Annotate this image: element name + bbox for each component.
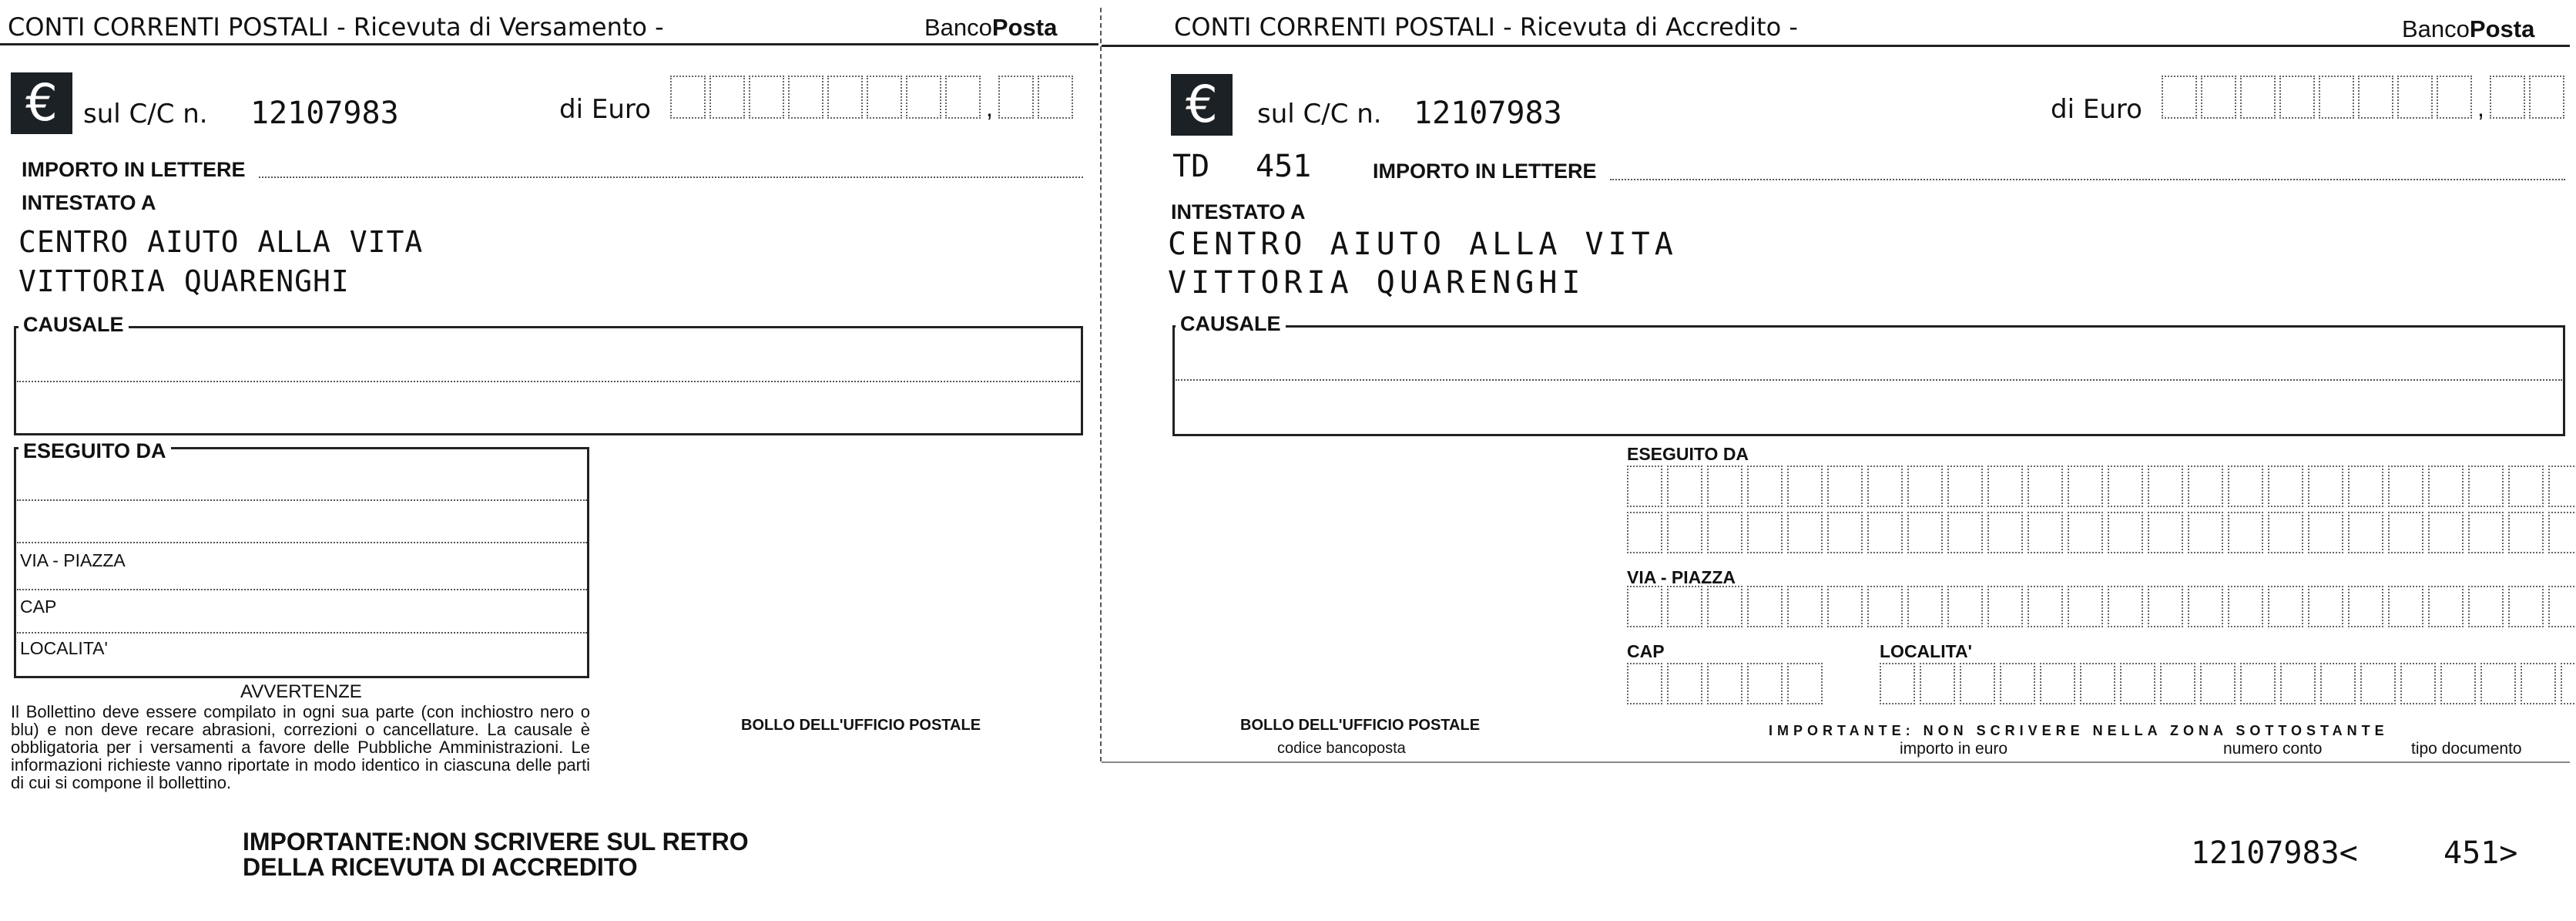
digit-box[interactable]	[945, 76, 981, 119]
euro-icon: €	[1171, 74, 1233, 136]
left-zip-label: CAP	[20, 597, 57, 617]
char-box[interactable]	[2428, 586, 2464, 627]
char-box[interactable]	[1747, 663, 1783, 704]
char-box[interactable]	[1947, 466, 1983, 507]
char-box[interactable]	[2320, 663, 2356, 704]
char-box[interactable]	[1947, 586, 1983, 627]
right-col-doc-type: tipo documento	[2411, 740, 2522, 758]
char-box[interactable]	[2268, 512, 2303, 553]
char-box[interactable]	[1907, 466, 1943, 507]
char-box[interactable]	[1960, 663, 1995, 704]
char-box[interactable]	[2268, 586, 2303, 627]
char-box[interactable]	[2521, 663, 2556, 704]
char-box[interactable]	[1707, 586, 1742, 627]
right-account-label: sul C/C n.	[1257, 99, 1382, 129]
right-account-number: 12107983	[1414, 96, 1562, 131]
char-box[interactable]	[2508, 466, 2544, 507]
char-box[interactable]	[1667, 466, 1702, 507]
left-city-label: LOCALITA'	[20, 638, 108, 658]
char-box[interactable]	[1627, 466, 1662, 507]
char-box[interactable]	[2000, 663, 2035, 704]
char-box[interactable]	[2228, 466, 2263, 507]
digit-box[interactable]	[1038, 76, 1073, 119]
char-box[interactable]	[2480, 663, 2516, 704]
char-box[interactable]	[1987, 586, 2023, 627]
char-box[interactable]	[2468, 586, 2504, 627]
left-payer-label: ESEGUITO DA	[18, 439, 171, 463]
right-doc-type: TD	[1172, 149, 1210, 184]
right-stamp-sub: codice bancoposta	[1277, 740, 1406, 757]
char-box[interactable]	[2148, 466, 2183, 507]
char-box[interactable]	[1627, 586, 1662, 627]
char-box[interactable]	[1987, 512, 2023, 553]
left-payer-line	[17, 499, 587, 501]
digit-box[interactable]	[788, 76, 823, 119]
char-box[interactable]	[2028, 512, 2063, 553]
right-doc-code: 451	[1256, 149, 1312, 184]
char-box[interactable]	[2228, 586, 2263, 627]
left-amount-words-line[interactable]	[259, 176, 1083, 178]
char-box[interactable]	[2548, 512, 2576, 553]
char-box[interactable]	[2080, 663, 2115, 704]
right-header-title: CONTI CORRENTI POSTALI - Ricevuta di Accredito -	[1174, 12, 1798, 42]
left-brand-logo: BancoPosta	[924, 14, 1058, 41]
char-box[interactable]	[1667, 512, 1702, 553]
char-box[interactable]	[2040, 663, 2075, 704]
right-amount-words-line[interactable]	[1610, 179, 2565, 180]
char-box[interactable]	[1627, 512, 1662, 553]
right-important-zone: IMPORTANTE: NON SCRIVERE NELLA ZONA SOTTOSTANTE	[1769, 723, 2389, 738]
char-box[interactable]	[2228, 512, 2263, 553]
char-box[interactable]	[2148, 586, 2183, 627]
char-box[interactable]	[2548, 586, 2576, 627]
decimal-separator: ,	[986, 94, 993, 122]
right-brand-logo: BancoPosta	[2402, 15, 2535, 42]
left-street-label: VIA - PIAZZA	[20, 550, 126, 570]
left-street-line	[17, 589, 587, 590]
char-box[interactable]	[1907, 512, 1943, 553]
char-box[interactable]	[2561, 663, 2576, 704]
digit-box[interactable]	[867, 76, 902, 119]
right-col-amount: importo in euro	[1900, 740, 2008, 758]
right-amount-words-label: IMPORTO IN LETTERE	[1373, 160, 1597, 183]
left-zip-line	[17, 632, 587, 634]
char-box[interactable]	[2188, 512, 2223, 553]
char-box[interactable]	[2068, 512, 2103, 553]
right-holder-label: INTESTATO A	[1171, 200, 1306, 224]
digit-box[interactable]	[2279, 76, 2315, 119]
char-box[interactable]	[2268, 466, 2303, 507]
right-reason-line	[1176, 379, 2562, 381]
left-reason-label: CAUSALE	[18, 313, 129, 337]
right-header-rule	[1102, 45, 2570, 47]
euro-icon: €	[11, 72, 72, 134]
left-holder-label: INTESTATO A	[22, 191, 156, 214]
char-box[interactable]	[2120, 663, 2155, 704]
char-box[interactable]	[2068, 466, 2103, 507]
char-box[interactable]	[1827, 586, 1863, 627]
char-box[interactable]	[2468, 466, 2504, 507]
left-header-title: CONTI CORRENTI POSTALI - Ricevuta di Versamento -	[8, 12, 664, 42]
digit-box[interactable]	[2162, 76, 2197, 119]
char-box[interactable]	[2400, 663, 2436, 704]
left-warnings-title: AVVERTENZE	[240, 681, 362, 702]
left-warnings-text: Il Bollettino deve essere compilato in ogni sua parte (con inchiostro nero o blu) e non deve recare abrasioni, correzioni o cancellature. La causale è obbligatoria per i versamenti a favore delle Pubbliche Amministrazioni. Le informazioni richieste vanno riportate in modo identico in ciascuna delle parti di cui si compone il bollettino.	[11, 702, 590, 792]
char-box[interactable]	[1867, 586, 1903, 627]
char-box[interactable]	[2280, 663, 2316, 704]
char-box[interactable]	[1667, 586, 1702, 627]
digit-box[interactable]	[906, 76, 941, 119]
left-important-line1: IMPORTANTE:NON SCRIVERE SUL RETRO	[243, 828, 749, 855]
char-box[interactable]	[2188, 466, 2223, 507]
left-amount-label: di Euro	[559, 94, 651, 125]
char-box[interactable]	[1867, 512, 1903, 553]
char-box[interactable]	[2028, 586, 2063, 627]
digit-box[interactable]	[2240, 76, 2276, 119]
char-box[interactable]	[1747, 466, 1783, 507]
right-stamp-label: BOLLO DELL'UFFICIO POSTALE	[1240, 717, 1481, 734]
char-box[interactable]	[2108, 466, 2143, 507]
char-box[interactable]	[1947, 512, 1983, 553]
right-bottom-rule	[1102, 761, 2570, 763]
right-payer-label: ESEGUITO DA	[1627, 444, 1749, 464]
digit-box[interactable]	[749, 76, 784, 119]
digit-box[interactable]	[2490, 76, 2525, 119]
left-account-label: sul C/C n.	[83, 99, 208, 129]
left-header-rule	[0, 43, 1098, 45]
char-box[interactable]	[2348, 586, 2383, 627]
left-reason-line	[17, 381, 1080, 382]
char-box[interactable]	[2440, 663, 2476, 704]
left-account-number: 12107983	[250, 96, 399, 131]
char-box[interactable]	[1907, 586, 1943, 627]
char-box[interactable]	[2508, 512, 2544, 553]
left-important-line2: DELLA RICEVUTA DI ACCREDITO	[243, 853, 638, 881]
char-box[interactable]	[1787, 586, 1823, 627]
digit-box[interactable]	[2397, 76, 2433, 119]
ocr-doc: 451>	[2444, 835, 2518, 871]
char-box[interactable]	[1707, 512, 1742, 553]
char-box[interactable]	[2068, 586, 2103, 627]
char-box[interactable]	[1667, 663, 1702, 704]
char-box[interactable]	[2308, 512, 2343, 553]
char-box[interactable]	[2188, 586, 2223, 627]
digit-box[interactable]	[709, 76, 745, 119]
right-holder-line1: CENTRO AIUTO ALLA VITA	[1168, 227, 1678, 262]
char-box[interactable]	[1880, 663, 1915, 704]
right-reason-label: CAUSALE	[1176, 312, 1286, 336]
char-box[interactable]	[2388, 512, 2423, 553]
char-box[interactable]	[2108, 512, 2143, 553]
char-box[interactable]	[2468, 512, 2504, 553]
digit-box[interactable]	[2529, 76, 2564, 119]
digit-box[interactable]	[2358, 76, 2393, 119]
digit-box[interactable]	[2319, 76, 2354, 119]
left-amount-words-label: IMPORTO IN LETTERE	[22, 158, 246, 181]
char-box[interactable]	[2428, 512, 2464, 553]
char-box[interactable]	[2348, 466, 2383, 507]
char-box[interactable]	[2360, 663, 2396, 704]
char-box[interactable]	[2148, 512, 2183, 553]
char-box[interactable]	[1747, 512, 1783, 553]
char-box[interactable]	[1867, 466, 1903, 507]
char-box[interactable]	[2348, 512, 2383, 553]
char-box[interactable]	[1787, 663, 1823, 704]
right-holder-line2: VITTORIA QUARENGHI	[1168, 265, 1585, 301]
char-box[interactable]	[2200, 663, 2236, 704]
char-box[interactable]	[1707, 663, 1742, 704]
right-amount-label: di Euro	[2051, 94, 2142, 125]
left-holder-line1: CENTRO AIUTO ALLA VITA	[18, 225, 424, 259]
char-box[interactable]	[1827, 512, 1863, 553]
char-box[interactable]	[2428, 466, 2464, 507]
char-box[interactable]	[1747, 586, 1783, 627]
digit-box[interactable]	[670, 76, 706, 119]
decimal-separator: ,	[2477, 94, 2484, 122]
char-box[interactable]	[2308, 586, 2343, 627]
char-box[interactable]	[2028, 466, 2063, 507]
char-box[interactable]	[2160, 663, 2195, 704]
digit-box[interactable]	[2201, 76, 2236, 119]
right-zip-label: CAP	[1627, 641, 1665, 661]
digit-box[interactable]	[827, 76, 863, 119]
char-box[interactable]	[1827, 466, 1863, 507]
char-box[interactable]	[2388, 586, 2423, 627]
char-box[interactable]	[1787, 512, 1823, 553]
right-street-label: VIA - PIAZZA	[1627, 567, 1736, 587]
digit-box[interactable]	[2437, 76, 2472, 119]
digit-box[interactable]	[998, 76, 1034, 119]
char-box[interactable]	[1707, 466, 1742, 507]
char-box[interactable]	[2548, 466, 2576, 507]
char-box[interactable]	[1787, 466, 1823, 507]
left-payer-line	[17, 542, 587, 543]
char-box[interactable]	[2388, 466, 2423, 507]
char-box[interactable]	[1987, 466, 2023, 507]
right-col-account: numero conto	[2223, 740, 2323, 758]
char-box[interactable]	[1920, 663, 1955, 704]
char-box[interactable]	[2240, 663, 2276, 704]
char-box[interactable]	[2108, 586, 2143, 627]
char-box[interactable]	[2308, 466, 2343, 507]
receipt-separator	[1100, 8, 1102, 761]
char-box[interactable]	[1627, 663, 1662, 704]
right-city-label: LOCALITA'	[1880, 641, 1973, 661]
char-box[interactable]	[2508, 586, 2544, 627]
ocr-account: 12107983<	[2191, 835, 2358, 871]
left-stamp-label: BOLLO DELL'UFFICIO POSTALE	[741, 717, 981, 734]
right-reason-box[interactable]	[1172, 325, 2565, 436]
left-holder-line2: VITTORIA QUARENGHI	[18, 264, 350, 298]
